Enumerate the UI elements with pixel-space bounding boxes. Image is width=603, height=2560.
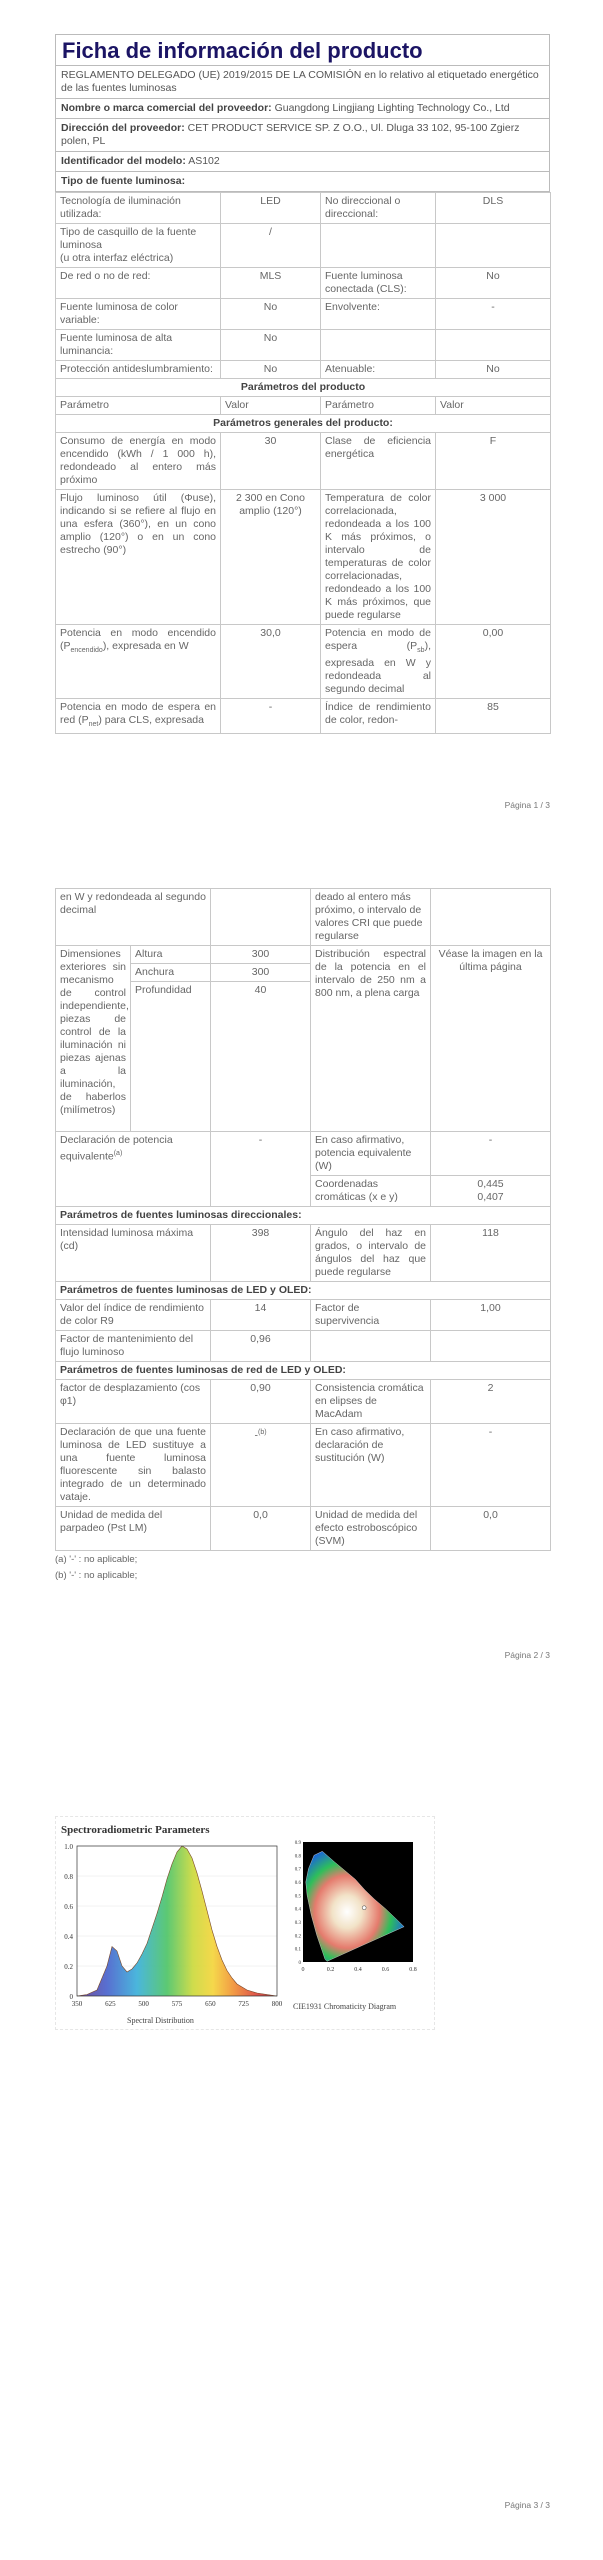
table-row: Declaración de potencia equivalente$^{(a)}$ - En caso afirmativo, potencia equivalente (W) - <box>56 1132 551 1176</box>
table-row: Consumo de energía en modo encendido (kWh / 1 000 h), redondeado al entero más próximo 30 Clase de eficiencia energética F <box>56 433 551 490</box>
column-headers: Parámetro Valor Parámetro Valor <box>56 397 551 415</box>
model-value: AS102 <box>188 155 220 167</box>
table-row: Intensidad luminosa máxima (cd) 398 Ángulo del haz en grados, o intervalo de ángulos del haz que puede regularse 118 <box>56 1225 551 1282</box>
table-row: Profundidad 40 <box>56 982 551 1132</box>
table-row: Unidad de medida del parpadeo (Pst LM) 0,0 Unidad de medida del efecto estroboscópico (SVM) 0,0 <box>56 1507 551 1551</box>
regulation-text: REGLAMENTO DELEGADO (UE) 2019/2015 DE LA COMISIÓN en lo relativo al etiquetado energético de las fuentes luminosas <box>55 65 550 99</box>
y-tick-label: 0 <box>69 1993 73 2001</box>
table-row: Tipo de casquillo de la fuente luminosa (u otra interfaz eléctrica) / <box>56 224 551 268</box>
section-header: Parámetros de fuentes luminosas de LED y OLED: <box>56 1282 551 1300</box>
model-row <box>55 152 550 172</box>
x-tick-label: 800 <box>271 2000 283 2008</box>
table-row: Coordenadas cromáticas (x e y) 0,445 0,407 <box>56 1176 551 1207</box>
y-tick-label: 0.2 <box>64 1963 73 1971</box>
x-tick-label: 0.2 <box>326 1967 335 1973</box>
params-table-continued <box>55 888 551 1551</box>
table-row: Tecnología de iluminación utilizada: LED No direccional o direccional: DLS <box>56 193 551 224</box>
x-tick-label: 500 <box>138 2000 149 2008</box>
table-row: Flujo luminoso útil (Φuse), indicando si se refiere al flujo en una esfera (360°), en un cono amplio (120°) o en un cono estrecho (90°) 2 300 en Cono amplio (120°) Temperatura de color correlacionada, redondeada a los 100 K más próximos, o intervalo de temperaturas de color correlacionadas, redondeado a los 100 K más próximos, que puede regularse 3 000 <box>56 490 551 625</box>
page-title: Ficha de información del producto <box>55 34 550 65</box>
y-tick-label: 0.4 <box>294 1907 301 1913</box>
type-table <box>55 192 551 734</box>
x-tick-label: 0.8 <box>409 1967 417 1973</box>
table-row: Factor de mantenimiento del flujo luminoso 0,96 <box>56 1331 551 1362</box>
x-tick-label: 725 <box>238 2000 249 2008</box>
x-tick-label: 0 <box>301 1967 305 1973</box>
table-row: Valor del índice de rendimiento de color R9 14 Factor de supervivencia 1,00 <box>56 1300 551 1331</box>
chromaticity-point <box>362 1906 366 1910</box>
y-tick-label: 0.1 <box>294 1947 301 1953</box>
page-1 <box>0 0 603 840</box>
page-3 <box>0 1680 603 2560</box>
spectroradiometric-figure <box>55 1816 435 2030</box>
y-tick-label: 0.9 <box>294 1841 301 1846</box>
model-label: Identificador del modelo: <box>61 155 186 167</box>
footnote-b: (b) '-' : no aplicable; <box>55 1570 138 1581</box>
table-row: Dimensiones exteriores sin mecanismo de control independiente, piezas de control de la iluminación ni piezas ajenas a la iluminación, de haberlos (milímetros) Altura 300 Distribución espectral de la potencia en el intervalo de 250 nm a 800 nm, a plena carga Véase la imagen en la última página <box>56 946 551 964</box>
supplier-label: Nombre o marca comercial del proveedor: <box>61 102 272 114</box>
address-row <box>55 119 550 152</box>
x-tick-label: 0.6 <box>381 1967 390 1973</box>
table-row: De red o no de red: MLS Fuente luminosa conectada (CLS): No <box>56 268 551 299</box>
table-row: Fuente luminosa de color variable: No Envolvente: - <box>56 299 551 330</box>
y-tick-label: 0.6 <box>64 1903 73 1911</box>
x-tick-label: 625 <box>105 2000 116 2008</box>
page-number: Página 2 / 3 <box>504 1650 550 1660</box>
section-header: Parámetros del producto <box>56 379 551 397</box>
x-tick-label: 650 <box>205 2000 216 2008</box>
y-tick-label: 0 <box>298 1961 301 1966</box>
section-header: Parámetros de fuentes luminosas direccionales: <box>56 1207 551 1225</box>
table-row: Declaración de que una fuente luminosa de LED sustituye a una fuente luminosa fluorescente sin balasto integrado de un determinado vataje. -$^{(b)}$ En caso afirmativo, declaración de sustitución (W) - <box>56 1424 551 1507</box>
table-row: factor de desplazamiento (cos φ1) 0,90 Consistencia cromática en elipses de MacAdam 2 <box>56 1380 551 1424</box>
table-row: Anchura 300 <box>56 964 551 982</box>
y-tick-label: 0.2 <box>294 1934 301 1940</box>
x-tick-label: 575 <box>171 2000 183 2008</box>
chart-title: Spectroradiometric Parameters <box>61 1824 210 1836</box>
table-row: Protección antideslumbramiento: No Atenuable: No <box>56 361 551 379</box>
product-sheet <box>55 34 550 734</box>
page-2 <box>0 840 603 1680</box>
y-tick-label: 0.6 <box>294 1881 301 1886</box>
cie-caption: CIE1931 Chromaticity Diagram <box>293 2002 397 2011</box>
page-number: Página 3 / 3 <box>504 2500 550 2510</box>
y-tick-label: 0.8 <box>294 1854 301 1860</box>
y-tick-label: 0.5 <box>294 1894 301 1900</box>
spectrum-chart <box>55 1836 295 2036</box>
y-tick-label: 1.0 <box>64 1843 73 1851</box>
supplier-row <box>55 99 550 119</box>
y-tick-label: 0.3 <box>294 1921 301 1926</box>
y-tick-label: 0.8 <box>64 1873 73 1881</box>
address-label: Dirección del proveedor: <box>61 122 185 134</box>
spectrum-caption: Spectral Distribution <box>127 2016 194 2025</box>
section-header: Parámetros generales del producto: <box>56 415 551 433</box>
supplier-value: Guangdong Lingjiang Lighting Technology Co., Ltd <box>274 102 510 114</box>
table-row: en W y redondeada al segundo decimal deado al entero más próximo, o intervalo de valores CRI que puede regularse <box>56 889 551 946</box>
table-row: Potencia en modo encendido $(P_{encendido})$, expresada en W 30,0 Potencia en modo de espera $(P_{sb})$, expresada en W y redondeada al segundo decimal 0,00 <box>56 625 551 699</box>
address-value: CET PRODUCT SERVICE SP. Z O.O., Ul. Dluga 33 102, 95-100 Zgierz polen, PL <box>61 122 520 147</box>
y-tick-label: 0.7 <box>294 1867 301 1873</box>
cie-chart <box>293 1836 423 1986</box>
section-header: Parámetros de fuentes luminosas de red de LED y OLED: <box>56 1362 551 1380</box>
footnote-a: (a) '-' : no aplicable; <box>55 1554 138 1565</box>
product-sheet-continued <box>55 888 550 1583</box>
x-tick-label: 350 <box>71 2000 83 2008</box>
x-tick-label: 0.4 <box>354 1967 362 1973</box>
page-number: Página 1 / 3 <box>504 800 550 810</box>
table-row: Potencia en modo de espera en red $(P_{net})$ para CLS, expresada - Índice de rendimiento de color, redon- 85 <box>56 699 551 734</box>
type-header: Tipo de fuente luminosa: <box>55 172 550 192</box>
y-tick-label: 0.4 <box>64 1933 73 1941</box>
table-row: Fuente luminosa de alta luminancia: No <box>56 330 551 361</box>
